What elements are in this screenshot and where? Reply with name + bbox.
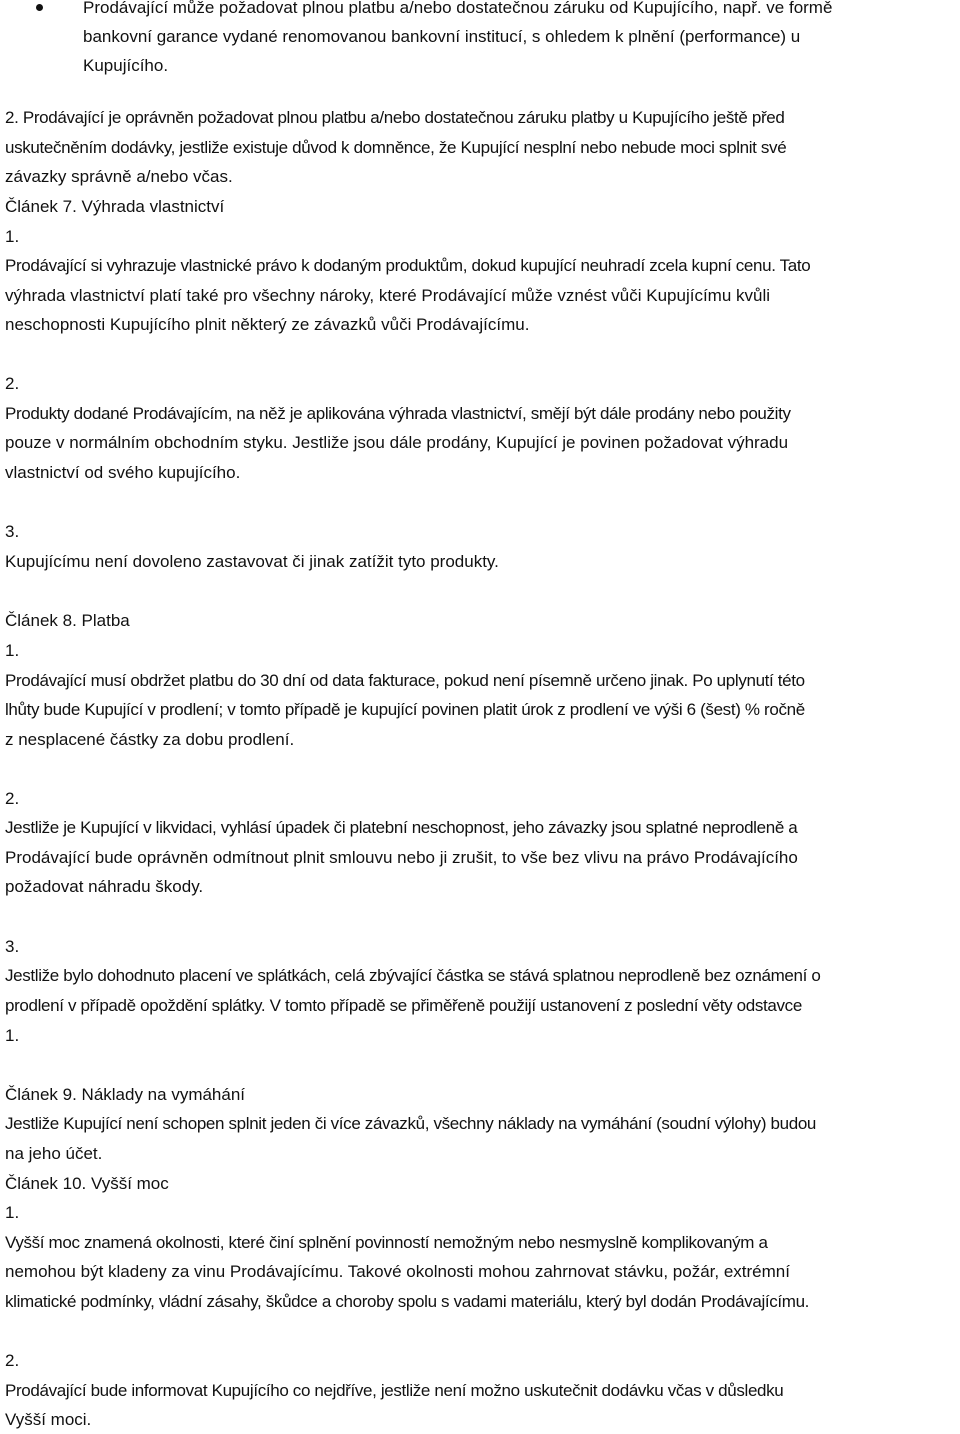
art7-item2-line-3: vlastnictví od svého kupujícího. <box>5 463 241 482</box>
art7-item3-number: 3. <box>5 522 20 541</box>
intro-line-3: Kupujícího. <box>83 56 169 75</box>
art7-item1-line-1: Prodávající si vyhrazuje vlastnické právo k dodaným produktům, dokud kupující neuhradí zcela kupní cenu. Tato <box>5 256 811 275</box>
art10-item1-line-3: klimatické podmínky, vládní zásahy, škůdce a choroby spolu s vadami materiálu, který byl dodán Prodávajícímu. <box>5 1292 810 1311</box>
article-8-heading: Článek 8. Platba <box>5 611 130 630</box>
art8-item3-line-3: 1. <box>5 1026 20 1045</box>
art8-item3-number: 3. <box>5 937 20 956</box>
art10-item1-line-2: nemohou být kladeny za vinu Prodávajícímu. Takové okolnosti mohou zahrnovat stávku, požár, extrémní <box>5 1262 790 1281</box>
art7-item2-line-2: pouze v normálním obchodním styku. Jestliže jsou dále prodány, Kupující je povinen požadovat výhradu <box>5 433 789 452</box>
art8-item1-line-2: lhůty bude Kupující v prodlení; v tomto případě je kupující povinen platit úrok z prodlení ve výši 6 (šest) % ročně <box>5 700 805 719</box>
art8-item2-number: 2. <box>5 789 20 808</box>
art7-item2-number: 2. <box>5 374 20 393</box>
art8-item1-number: 1. <box>5 641 20 660</box>
art6-item2-line-1: 2. Prodávající je oprávněn požadovat plnou platbu a/nebo dostatečnou záruku platby u Kupujícího ještě před <box>5 108 785 127</box>
art8-item1-line-1: Prodávající musí obdržet platbu do 30 dní od data fakturace, pokud není písemně určeno jinak. Po uplynutí této <box>5 671 805 690</box>
art8-item1-line-3: z nesplacené částky za dobu prodlení. <box>5 730 295 749</box>
art10-item1-line-1: Vyšší moc znamená okolnosti, které činí splnění povinností nemožným nebo nesmyslně komplikovaným a <box>5 1233 768 1252</box>
art10-item2-line-2: Vyšší moci. <box>5 1410 92 1429</box>
art10-item2-line-1: Prodávající bude informovat Kupujícího co nejdříve, jestliže není možno uskutečnit dodávku včas v důsledku <box>5 1381 784 1400</box>
art8-item2-line-3: požadovat náhradu škody. <box>5 877 204 896</box>
art10-item1-number: 1. <box>5 1203 20 1222</box>
intro-line-2: bankovní garance vydané renomovanou bankovní institucí, s ohledem k plnění (performance) u <box>83 27 801 46</box>
art8-item3-line-1: Jestliže bylo dohodnuto placení ve splátkách, celá zbývající částka se stává splatnou neprodleně bez oznámení o <box>5 966 821 985</box>
art10-item2-number: 2. <box>5 1351 20 1370</box>
art6-item2-line-3: závazky správně a/nebo včas. <box>5 167 233 186</box>
art8-item2-line-1: Jestliže je Kupující v likvidaci, vyhlásí úpadek či platební neschopnost, jeho závazky jsou splatné neprodleně a <box>5 818 798 837</box>
art6-item2-line-2: uskutečněním dodávky, jestliže existuje důvod k domněnce, že Kupující nesplní nebo nebude moci splnit své <box>5 138 787 157</box>
bullet-icon <box>36 4 43 11</box>
art7-item1-line-2: výhrada vlastnictví platí také pro všechny nároky, které Prodávající může vznést vůči Kupujícímu kvůli <box>5 286 771 305</box>
art9-line-2: na jeho účet. <box>5 1144 103 1163</box>
art7-item1-line-3: neschopnosti Kupujícího plnit některý ze závazků vůči Prodávajícímu. <box>5 315 530 334</box>
article-9-heading: Článek 9. Náklady na vymáhání <box>5 1085 246 1104</box>
art7-item2-line-1: Produkty dodané Prodávajícím, na něž je aplikována výhrada vlastnictví, smějí být dále prodány nebo použity <box>5 404 791 423</box>
art7-item1-number: 1. <box>5 227 20 246</box>
article-10-heading: Článek 10. Vyšší moc <box>5 1174 169 1193</box>
art7-item3-line-1: Kupujícímu není dovoleno zastavovat či jinak zatížit tyto produkty. <box>5 552 499 571</box>
art8-item2-line-2: Prodávající bude oprávněn odmítnout plnit smlouvu nebo ji zrušit, to vše bez vlivu na právo Prodávajícího <box>5 848 798 867</box>
article-7-heading: Článek 7. Výhrada vlastnictví <box>5 197 225 216</box>
art9-line-1: Jestliže Kupující není schopen splnit jeden či více závazků, všechny náklady na vymáhání (soudní výlohy) budou <box>5 1114 817 1133</box>
intro-line-1: Prodávající může požadovat plnou platbu a/nebo dostatečnou záruku od Kupujícího, např. ve formě <box>83 0 833 17</box>
art8-item3-line-2: prodlení v případě opoždění splátky. V tomto případě se přiměřeně použijí ustanovení z poslední věty odstavce <box>5 996 802 1015</box>
